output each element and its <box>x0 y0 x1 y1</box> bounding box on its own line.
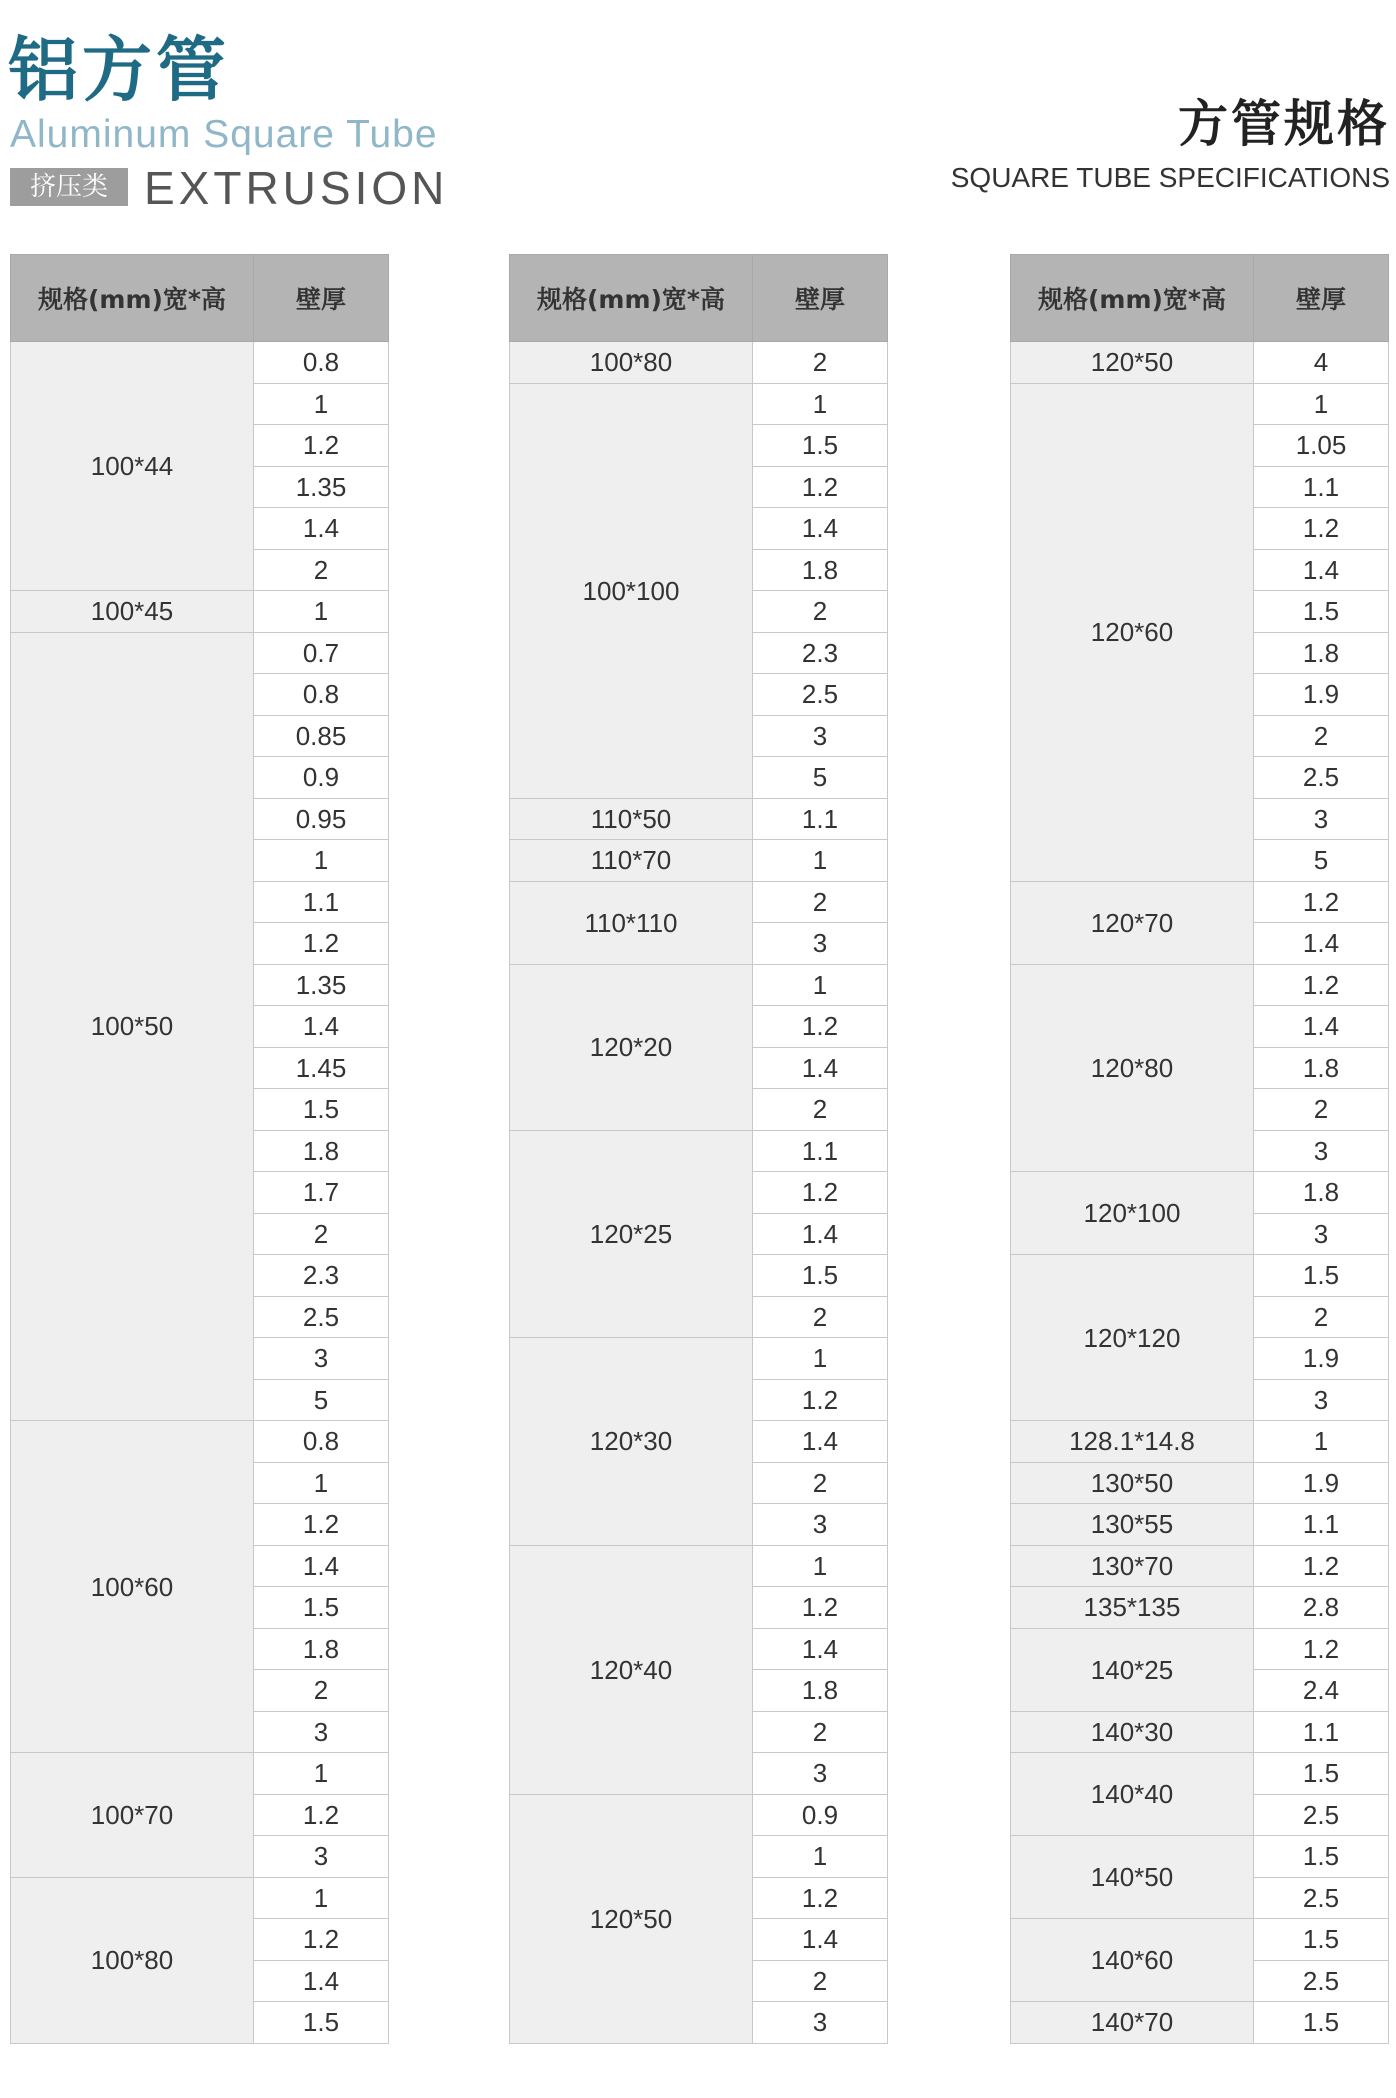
thickness-cell: 1.4 <box>753 1047 888 1089</box>
thickness-cell: 0.9 <box>254 757 389 799</box>
thickness-cell: 1 <box>1254 383 1389 425</box>
table-row <box>1011 1255 1389 1297</box>
category-badge: 挤压类 <box>10 168 128 206</box>
thickness-cell: 1.45 <box>254 1047 389 1089</box>
thickness-cell: 1.1 <box>1254 1711 1389 1753</box>
thickness-cell: 1.5 <box>1254 1919 1389 1961</box>
thickness-cell: 1.2 <box>254 1919 389 1961</box>
size-cell: 120*80 <box>1011 964 1254 1172</box>
thickness-cell: 1.35 <box>254 964 389 1006</box>
size-cell: 120*100 <box>1011 1172 1254 1255</box>
thickness-cell: 0.8 <box>254 1421 389 1463</box>
thickness-cell: 1.5 <box>1254 1255 1389 1297</box>
thickness-cell: 1.4 <box>753 1421 888 1463</box>
thickness-cell: 3 <box>753 923 888 965</box>
table-row <box>1011 1504 1389 1546</box>
thickness-cell: 3 <box>1254 1130 1389 1172</box>
thickness-cell: 2 <box>254 1213 389 1255</box>
size-cell: 100*60 <box>11 1421 254 1753</box>
thickness-cell: 1.5 <box>753 1255 888 1297</box>
thickness-cell: 2.5 <box>753 674 888 716</box>
size-cell: 100*80 <box>510 342 753 384</box>
thickness-cell: 1.4 <box>254 508 389 550</box>
thickness-cell: 4 <box>1254 342 1389 384</box>
thickness-cell: 1.2 <box>753 1379 888 1421</box>
size-cell: 120*40 <box>510 1545 753 1794</box>
thickness-cell: 1.05 <box>1254 425 1389 467</box>
table-row <box>11 1421 389 1463</box>
table-row <box>11 632 389 674</box>
size-cell: 130*55 <box>1011 1504 1254 1546</box>
thickness-cell: 1.5 <box>254 2002 389 2044</box>
size-cell: 140*30 <box>1011 1711 1254 1753</box>
thickness-cell: 1 <box>254 591 389 633</box>
table-row <box>1011 1628 1389 1670</box>
size-cell: 110*70 <box>510 840 753 882</box>
thickness-cell: 1.8 <box>753 1670 888 1712</box>
table-row <box>510 798 888 840</box>
table-row <box>1011 1711 1389 1753</box>
thickness-cell: 2.5 <box>1254 1794 1389 1836</box>
thickness-cell: 2.3 <box>753 632 888 674</box>
thickness-cell: 1.4 <box>1254 923 1389 965</box>
thickness-cell: 5 <box>753 757 888 799</box>
spec-title: 方管规格 <box>1178 95 1390 153</box>
thickness-cell: 1.5 <box>753 425 888 467</box>
thickness-cell: 1.2 <box>1254 1545 1389 1587</box>
thickness-cell: 1 <box>1254 1421 1389 1463</box>
size-cell: 140*50 <box>1011 1836 1254 1919</box>
thickness-cell: 1 <box>753 840 888 882</box>
table-row <box>510 840 888 882</box>
table-row <box>510 1130 888 1172</box>
size-cell: 100*50 <box>11 632 254 1421</box>
thickness-cell: 2 <box>254 1670 389 1712</box>
size-cell: 140*25 <box>1011 1628 1254 1711</box>
size-cell: 135*135 <box>1011 1587 1254 1629</box>
thickness-column-header: 壁厚 <box>1254 255 1389 342</box>
thickness-cell: 1.1 <box>254 881 389 923</box>
thickness-cell: 1 <box>254 1877 389 1919</box>
thickness-cell: 1.2 <box>1254 508 1389 550</box>
size-cell: 100*45 <box>11 591 254 633</box>
size-cell: 100*80 <box>11 1877 254 2043</box>
thickness-cell: 1.2 <box>254 1794 389 1836</box>
thickness-cell: 0.7 <box>254 632 389 674</box>
thickness-cell: 0.8 <box>254 342 389 384</box>
thickness-cell: 1.9 <box>1254 1462 1389 1504</box>
thickness-cell: 1.2 <box>254 923 389 965</box>
size-cell: 128.1*14.8 <box>1011 1421 1254 1463</box>
thickness-cell: 2.4 <box>1254 1670 1389 1712</box>
table-header-row <box>1011 255 1389 342</box>
thickness-cell: 1.8 <box>1254 632 1389 674</box>
thickness-cell: 1.2 <box>1254 881 1389 923</box>
category-label: EXTRUSION <box>144 162 449 214</box>
thickness-cell: 2 <box>753 591 888 633</box>
table-row <box>1011 1545 1389 1587</box>
thickness-cell: 1.1 <box>1254 1504 1389 1546</box>
thickness-cell: 1.2 <box>753 1877 888 1919</box>
thickness-cell: 1.8 <box>254 1130 389 1172</box>
thickness-cell: 1.9 <box>1254 674 1389 716</box>
thickness-cell: 1.9 <box>1254 1338 1389 1380</box>
thickness-cell: 2.5 <box>254 1296 389 1338</box>
thickness-cell: 1.5 <box>1254 1836 1389 1878</box>
thickness-cell: 0.8 <box>254 674 389 716</box>
table-row <box>11 591 389 633</box>
size-column-header: 规格(mm)宽*高 <box>510 255 753 342</box>
thickness-cell: 1 <box>753 964 888 1006</box>
thickness-cell: 1.4 <box>753 1213 888 1255</box>
size-cell: 120*60 <box>1011 383 1254 881</box>
thickness-cell: 2.5 <box>1254 1877 1389 1919</box>
spec-table-3 <box>1010 254 1389 2044</box>
thickness-cell: 1.5 <box>254 1089 389 1131</box>
thickness-cell: 1.4 <box>254 1006 389 1048</box>
table-row <box>1011 1587 1389 1629</box>
thickness-cell: 3 <box>753 1753 888 1795</box>
table-row <box>1011 1919 1389 1961</box>
table-row <box>510 1338 888 1380</box>
thickness-cell: 1.2 <box>254 425 389 467</box>
thickness-cell: 1.8 <box>753 549 888 591</box>
thickness-cell: 2 <box>1254 1296 1389 1338</box>
thickness-cell: 1.1 <box>753 1130 888 1172</box>
thickness-cell: 1.1 <box>1254 466 1389 508</box>
thickness-cell: 1.2 <box>1254 964 1389 1006</box>
thickness-cell: 1.4 <box>254 1960 389 2002</box>
table-row <box>510 383 888 425</box>
thickness-cell: 1 <box>254 840 389 882</box>
thickness-cell: 1.2 <box>753 1172 888 1214</box>
thickness-cell: 2.5 <box>1254 1960 1389 2002</box>
table-row <box>510 1794 888 1836</box>
thickness-cell: 3 <box>753 2002 888 2044</box>
thickness-cell: 3 <box>254 1338 389 1380</box>
thickness-cell: 2.5 <box>1254 757 1389 799</box>
thickness-cell: 3 <box>1254 1379 1389 1421</box>
size-column-header: 规格(mm)宽*高 <box>11 255 254 342</box>
thickness-cell: 1.1 <box>753 798 888 840</box>
thickness-cell: 2 <box>254 549 389 591</box>
table-row <box>11 1877 389 1919</box>
thickness-cell: 1 <box>753 1836 888 1878</box>
thickness-cell: 1.2 <box>753 466 888 508</box>
table-row <box>1011 342 1389 384</box>
size-cell: 120*120 <box>1011 1255 1254 1421</box>
size-cell: 130*50 <box>1011 1462 1254 1504</box>
size-cell: 100*44 <box>11 342 254 591</box>
table-row <box>1011 1421 1389 1463</box>
size-cell: 120*25 <box>510 1130 753 1338</box>
thickness-cell: 0.95 <box>254 798 389 840</box>
thickness-cell: 1.8 <box>254 1628 389 1670</box>
thickness-cell: 1.4 <box>1254 1006 1389 1048</box>
thickness-cell: 1 <box>753 1545 888 1587</box>
page-subtitle: Aluminum Square Tube <box>10 113 438 156</box>
thickness-cell: 2 <box>753 1089 888 1131</box>
thickness-cell: 2 <box>753 881 888 923</box>
thickness-cell: 1 <box>254 383 389 425</box>
table-row <box>1011 881 1389 923</box>
table-row <box>11 1753 389 1795</box>
size-cell: 120*30 <box>510 1338 753 1546</box>
size-cell: 100*70 <box>11 1753 254 1878</box>
size-cell: 120*50 <box>510 1794 753 2043</box>
thickness-cell: 1.4 <box>254 1545 389 1587</box>
thickness-column-header: 壁厚 <box>753 255 888 342</box>
size-cell: 100*100 <box>510 383 753 798</box>
thickness-cell: 2 <box>753 342 888 384</box>
thickness-cell: 1 <box>254 1462 389 1504</box>
page-title: 铝方管 <box>8 29 230 111</box>
thickness-cell: 3 <box>753 715 888 757</box>
thickness-cell: 1.2 <box>1254 1628 1389 1670</box>
thickness-cell: 2 <box>1254 715 1389 757</box>
size-cell: 130*70 <box>1011 1545 1254 1587</box>
thickness-cell: 1.5 <box>1254 591 1389 633</box>
table-row <box>510 881 888 923</box>
size-cell: 120*70 <box>1011 881 1254 964</box>
thickness-cell: 0.9 <box>753 1794 888 1836</box>
table-row <box>510 342 888 384</box>
size-cell: 120*50 <box>1011 342 1254 384</box>
thickness-cell: 1.4 <box>753 508 888 550</box>
thickness-cell: 3 <box>254 1711 389 1753</box>
thickness-cell: 0.85 <box>254 715 389 757</box>
table-row <box>1011 1172 1389 1214</box>
table-row <box>1011 1836 1389 1878</box>
table-row <box>510 964 888 1006</box>
table-header-row <box>510 255 888 342</box>
spec-table-1 <box>10 254 389 2044</box>
table-row <box>1011 964 1389 1006</box>
thickness-cell: 1.5 <box>1254 1753 1389 1795</box>
size-column-header: 规格(mm)宽*高 <box>1011 255 1254 342</box>
thickness-cell: 1.8 <box>1254 1047 1389 1089</box>
size-cell: 110*50 <box>510 798 753 840</box>
table-row <box>1011 2002 1389 2044</box>
table-row <box>11 342 389 384</box>
thickness-column-header: 壁厚 <box>254 255 389 342</box>
thickness-cell: 3 <box>254 1836 389 1878</box>
thickness-cell: 2 <box>753 1960 888 2002</box>
thickness-cell: 1.2 <box>254 1504 389 1546</box>
thickness-cell: 1 <box>753 383 888 425</box>
thickness-cell: 2.3 <box>254 1255 389 1297</box>
thickness-cell: 3 <box>1254 1213 1389 1255</box>
table-header-row <box>11 255 389 342</box>
table-row <box>1011 1753 1389 1795</box>
thickness-cell: 1.8 <box>1254 1172 1389 1214</box>
spec-subtitle: SQUARE TUBE SPECIFICATIONS <box>950 162 1390 193</box>
size-cell: 110*110 <box>510 881 753 964</box>
thickness-cell: 1.5 <box>254 1587 389 1629</box>
table-row <box>1011 383 1389 425</box>
thickness-cell: 1.2 <box>753 1006 888 1048</box>
thickness-cell: 1.7 <box>254 1172 389 1214</box>
thickness-cell: 2 <box>1254 1089 1389 1131</box>
thickness-cell: 1.4 <box>753 1628 888 1670</box>
thickness-cell: 1.2 <box>753 1587 888 1629</box>
spec-table-2 <box>509 254 888 2044</box>
size-cell: 140*70 <box>1011 2002 1254 2044</box>
thickness-cell: 5 <box>1254 840 1389 882</box>
size-cell: 140*40 <box>1011 1753 1254 1836</box>
thickness-cell: 3 <box>1254 798 1389 840</box>
thickness-cell: 1 <box>753 1338 888 1380</box>
table-row <box>510 1545 888 1587</box>
thickness-cell: 1 <box>254 1753 389 1795</box>
thickness-cell: 1.5 <box>1254 2002 1389 2044</box>
table-row <box>1011 1462 1389 1504</box>
size-cell: 120*20 <box>510 964 753 1130</box>
thickness-cell: 5 <box>254 1379 389 1421</box>
thickness-cell: 2 <box>753 1711 888 1753</box>
thickness-cell: 1.4 <box>753 1919 888 1961</box>
thickness-cell: 1.4 <box>1254 549 1389 591</box>
thickness-cell: 3 <box>753 1504 888 1546</box>
thickness-cell: 2.8 <box>1254 1587 1389 1629</box>
thickness-cell: 2 <box>753 1296 888 1338</box>
thickness-cell: 1.35 <box>254 466 389 508</box>
size-cell: 140*60 <box>1011 1919 1254 2002</box>
thickness-cell: 2 <box>753 1462 888 1504</box>
